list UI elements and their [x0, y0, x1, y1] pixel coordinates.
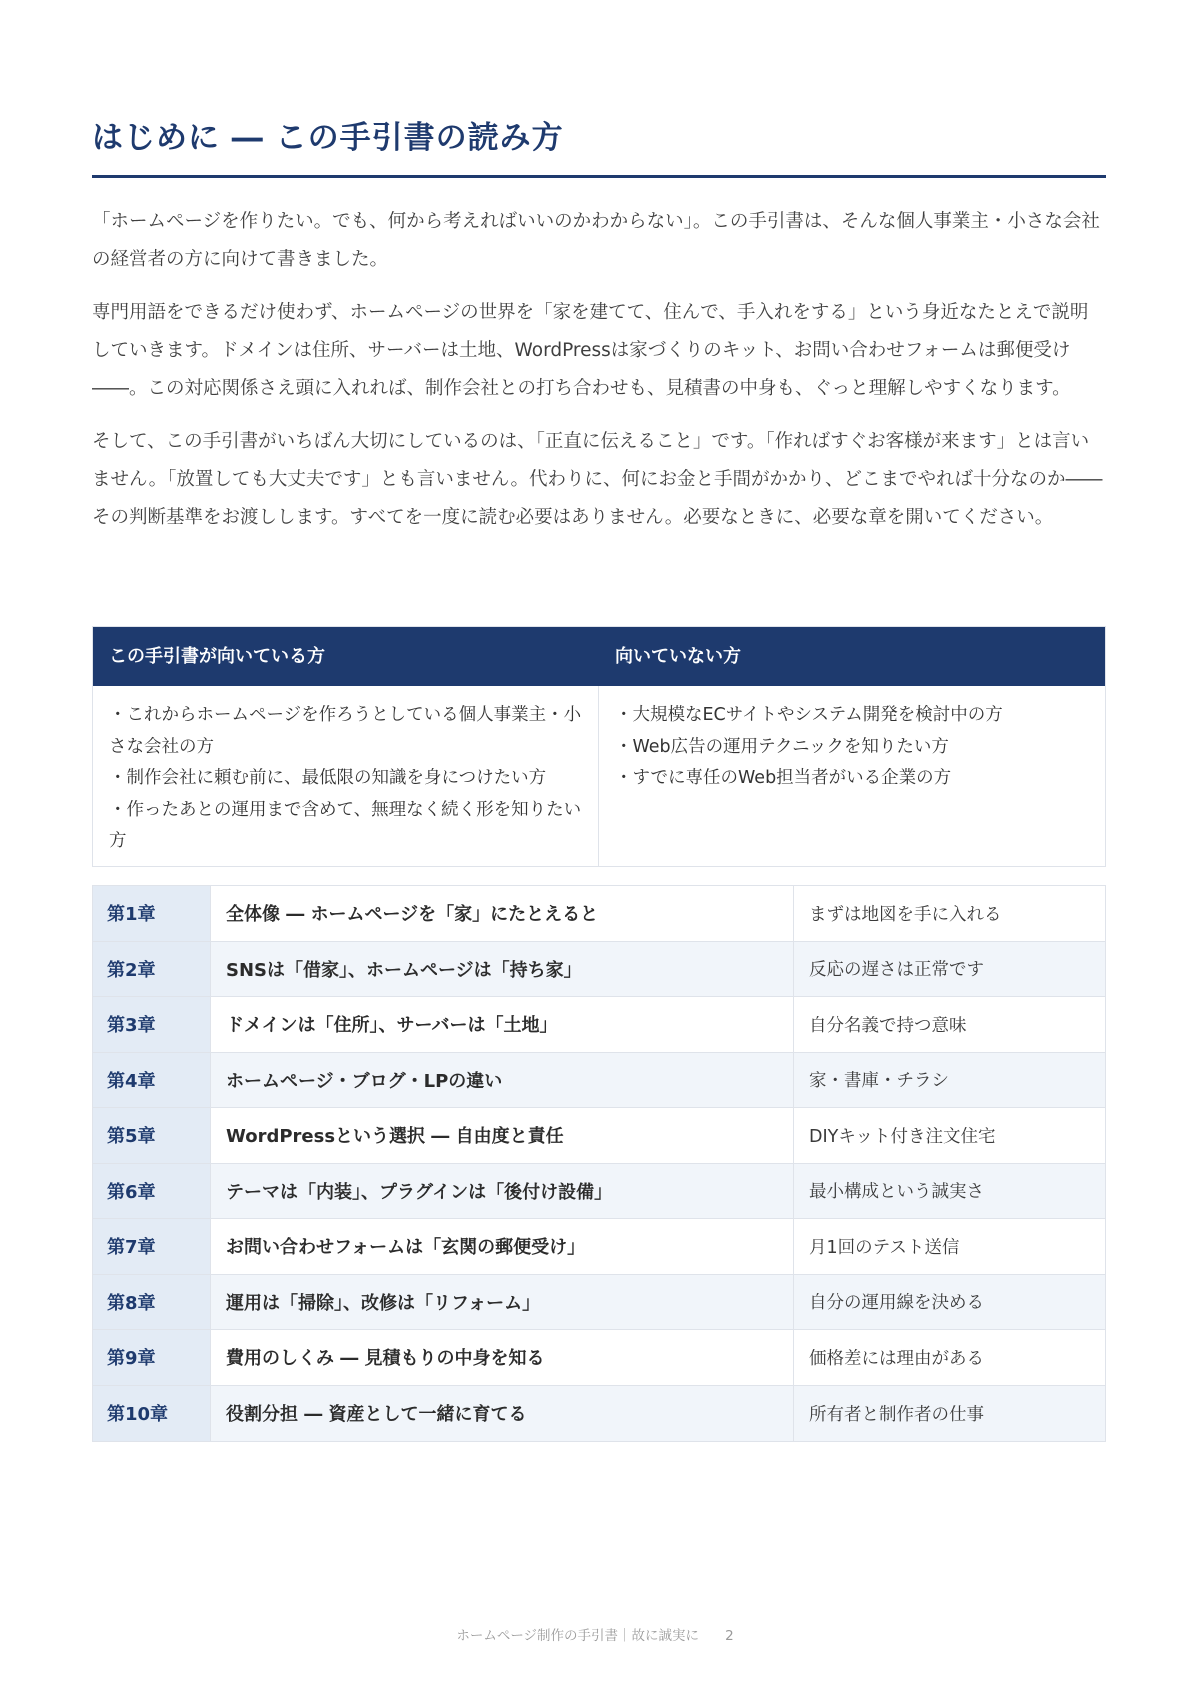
chapter-note: 月1回のテスト送信 [809, 1237, 960, 1258]
chapter-row [93, 1053, 1105, 1109]
chapter-row [93, 886, 1105, 942]
chapter-number: 第4章 [93, 1053, 211, 1108]
chapter-title: お問い合わせフォームは「玄関の郵便受け」 [211, 1219, 794, 1274]
chapter-number: 第1章 [93, 886, 211, 941]
suited-item: ・これからホームページを作ろうとしている個人事業主・小さな会社の方 [109, 705, 582, 757]
chapter-note: 最小構成という誠実さ [794, 1164, 1105, 1219]
unsuited-item: ・大規模なECサイトやシステム開発を検討中の方 [615, 705, 1003, 725]
suited-column [93, 686, 599, 866]
page-title: はじめに ― この手引書の読み方 [92, 120, 564, 156]
chapter-title: 全体像 ― ホームページを「家」にたとえると [211, 886, 794, 941]
title-divider [92, 175, 1106, 178]
intro-paragraph: 「ホームページを作りたい。でも、何から考えればいいのかわからない」。この手引書は、そんな個人事業主・小さな会社の経営者の方に向けて書きました。 [92, 211, 1100, 270]
chapter-title: WordPressという選択 ― 自由度と責任 [211, 1108, 794, 1163]
chapter-title: 費用のしくみ ― 見積もりの中身を知る [211, 1330, 794, 1385]
suited-list [109, 700, 582, 858]
chapter-title: 運用は「掃除」、改修は「リフォーム」 [211, 1275, 794, 1330]
chapter-title: ホームページ・ブログ・LPの違い [211, 1053, 794, 1108]
chapter-number: 第3章 [93, 997, 211, 1052]
intro-section [92, 203, 1106, 552]
chapter-note: 所有者と制作者の仕事 [794, 1386, 1105, 1442]
chapter-note: まずは地図を手に入れる [809, 904, 1002, 925]
chapter-note: 自分の運用線を決める [794, 1275, 1105, 1330]
chapter-title: ドメインは「住所」、サーバーは「土地」 [211, 997, 794, 1052]
chapter-number: 第10章 [93, 1386, 211, 1442]
audience-table-header [93, 627, 1105, 686]
chapter-note: 自分名義で持つ意味 [809, 1015, 967, 1036]
chapter-table [92, 885, 1106, 1442]
suited-item: ・作ったあとの運用まで含めて、無理なく続く形を知りたい方 [109, 799, 582, 851]
chapter-note: 家・書庫・チラシ [794, 1053, 1105, 1108]
chapter-row [93, 1330, 1105, 1386]
chapter-number: 第5章 [93, 1108, 211, 1163]
chapter-number: 第2章 [93, 942, 211, 997]
chapter-number: 第8章 [93, 1275, 211, 1330]
chapter-number: 第9章 [93, 1330, 211, 1385]
chapter-row [93, 1164, 1105, 1220]
footer-text: ホームページ制作の手引書｜故に誠実に [456, 1628, 700, 1644]
chapter-number: 第7章 [93, 1219, 211, 1274]
chapter-row [93, 942, 1105, 998]
unsuited-item: ・すでに専任のWeb担当者がいる企業の方 [615, 768, 952, 788]
suited-item: ・制作会社に頼む前に、最低限の知識を身につけたい方 [109, 768, 547, 788]
chapter-title: 役割分担 ― 資産として一緒に育てる [211, 1386, 794, 1442]
chapter-title: テーマは「内装」、プラグインは「後付け設備」 [211, 1164, 794, 1219]
chapter-row [93, 997, 1105, 1053]
page-footer [0, 1624, 1190, 1644]
chapter-note: 反応の遅さは正常です [794, 942, 1105, 997]
chapter-title: SNSは「借家」、ホームページは「持ち家」 [211, 942, 794, 997]
intro-paragraph: 専門用語をできるだけ使わず、ホームページの世界を「家を建てて、住んで、手入れをする」という身近なたとえで説明していきます。ドメインは住所、サーバーは土地、WordPressは家づくりのキット、お問い合わせフォームは郵便受け――。この対応関係さえ頭に入れれば、制作会社との打ち合わせも、見積書の中身も、ぐっと理解しやすくなります。 [92, 302, 1089, 399]
intro-paragraph: そして、この手引書がいちばん大切にしているのは、「正直に伝えること」です。「作ればすぐお客様が来ます」とは言いません。「放置しても大丈夫です」とも言いません。代わりに、何にお金と手間がかかり、どこまでやれば十分なのか――その判断基準をお渡しします。すべてを一度に読む必要はありません。必要なときに、必要な章を開いてください。 [92, 431, 1103, 528]
unsuited-item: ・Web広告の運用テクニックを知りたい方 [615, 736, 949, 757]
unsuited-column [599, 686, 1105, 866]
suited-header: この手引書が向いている方 [109, 646, 325, 667]
chapter-row [93, 1275, 1105, 1331]
chapter-number: 第6章 [93, 1164, 211, 1219]
unsuited-list [615, 700, 1089, 795]
chapter-row [93, 1219, 1105, 1275]
chapter-note: DIYキット付き注文住宅 [809, 1126, 996, 1147]
chapter-row [93, 1386, 1105, 1442]
audience-table-body [93, 686, 1105, 866]
chapter-row [93, 1108, 1105, 1164]
unsuited-header: 向いていない方 [615, 646, 741, 667]
audience-table [92, 626, 1106, 867]
page-number: 2 [725, 1628, 734, 1644]
chapter-note: 価格差には理由がある [809, 1348, 984, 1369]
